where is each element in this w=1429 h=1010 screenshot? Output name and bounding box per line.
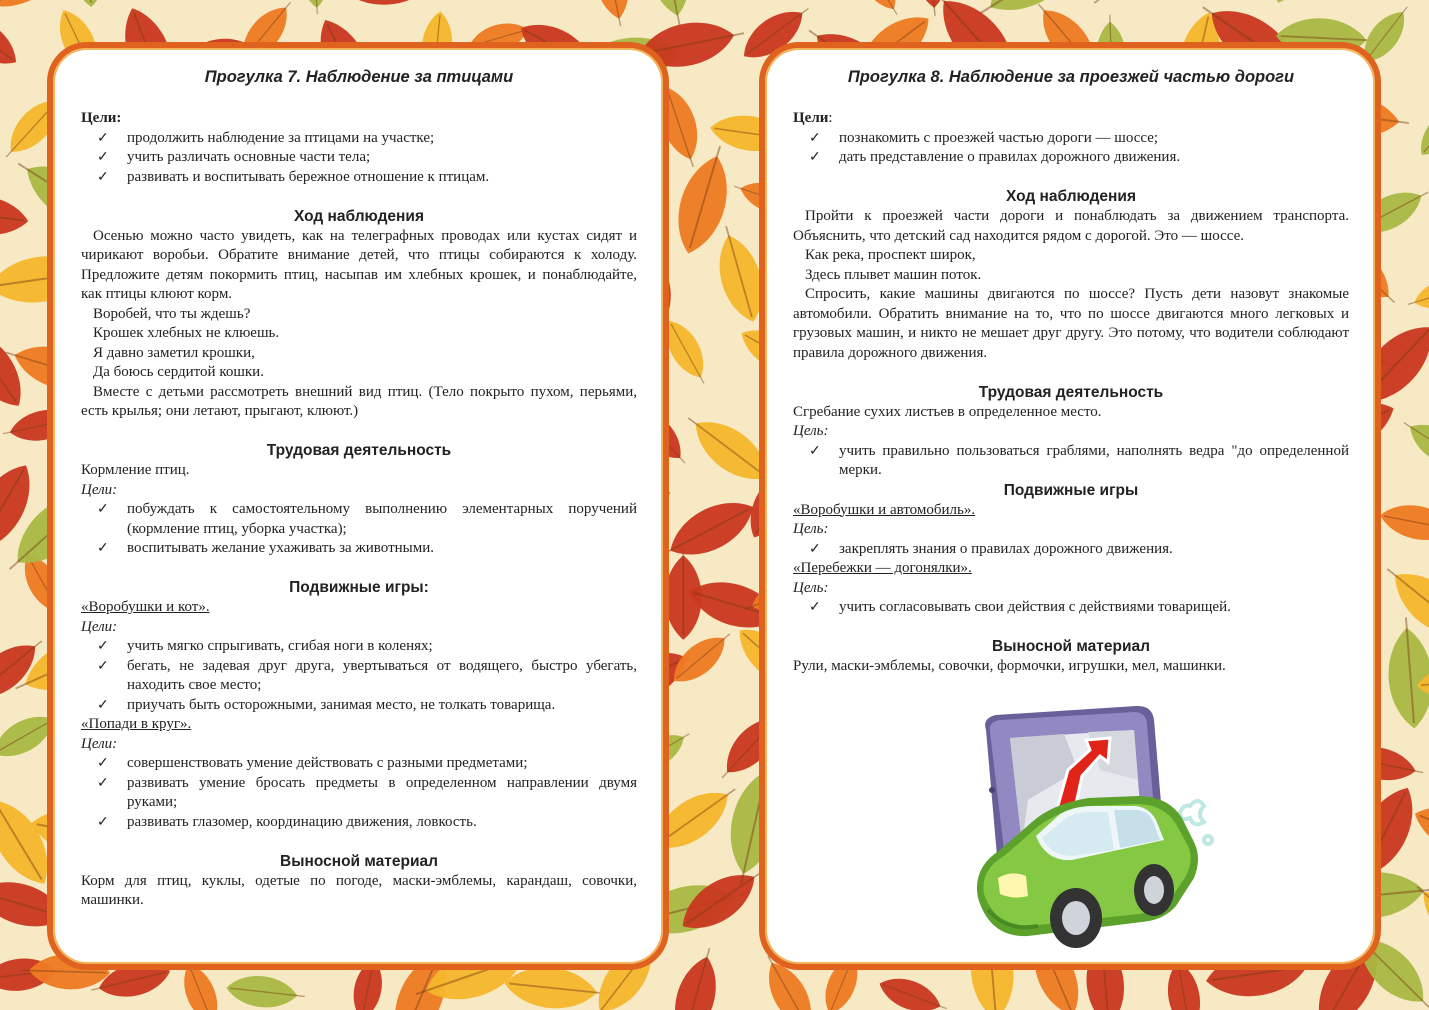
leaf-icon: [136, 0, 191, 4]
checkmark-icon: ✓: [97, 639, 109, 654]
checkmark-icon: ✓: [809, 443, 821, 459]
list-item: ✓ развивать умение бросать предметы в определенном направлении двумя руками;: [97, 774, 637, 810]
checkmark-icon: ✓: [809, 541, 821, 557]
game-1-goals-label: Цели:: [81, 618, 118, 635]
labor-heading: Трудовая деятельность: [978, 383, 1164, 401]
checkmark-icon: ✓: [97, 169, 109, 185]
list-item: ✓ развивать глазомер, координацию движения, ловкость.: [81, 813, 637, 833]
labor-text: Сгребание сухих листьев в определенное место.: [793, 403, 1102, 420]
game-2-goals-label: Цели:: [81, 735, 118, 752]
leaf-icon: [0, 190, 31, 240]
poem-line: Как река, проспект широк,: [805, 247, 976, 263]
checkmark-icon: ✓: [97, 130, 109, 146]
labor-goals-list: [793, 442, 1349, 481]
leaf-icon: [666, 943, 728, 1010]
material-heading: Выносной материал: [280, 852, 438, 870]
game-2-goals-list: [81, 754, 637, 832]
labor-text: Кормление птиц.: [81, 462, 190, 478]
goals-label: Цели:: [793, 110, 833, 126]
observation-text-2: Вместе с детьми рассмотреть внешний вид птиц. (Тело покрыто пухом, перьями, есть крылья; они летают, прыгают, клюют.): [81, 383, 637, 419]
list-item: ✓ бегать, не задевая друг друга, увертываться от водящего, быстро убегать, находить свое место;: [97, 657, 637, 693]
goals-label: Цели:: [81, 110, 122, 126]
leaf-icon: [1404, 271, 1429, 318]
checkmark-icon: ✓: [97, 814, 109, 830]
observation-heading: Ход наблюдения: [1006, 188, 1136, 205]
checkmark-icon: ✓: [97, 541, 109, 556]
page-title: Прогулка 7. Наблюдение за птицами: [204, 68, 514, 86]
leaf-icon: [1396, 410, 1429, 477]
leaf-icon: [1384, 616, 1429, 730]
observation-text: Осенью можно часто увидеть, как на телеграфных проводах или кустах сидят и чирикают воробьи. Обратите внимание детей, что птицы собираются к холоду. Предложите детям покормить птиц, насыпав им хлебных крошек, и понаблюдайте, как птицы клюют корм.: [81, 227, 637, 302]
list-item: ✓ развивать и воспитывать бережное отношение к птицам.: [81, 168, 637, 188]
leaf-icon: [481, 0, 565, 8]
observation-heading: Ход наблюдения: [294, 207, 424, 225]
goals-list: [793, 129, 1349, 168]
game-1-title: «Воробушки и кот».: [81, 599, 210, 615]
game-2-title: «Перебежки — догонялки».: [793, 560, 972, 576]
leaf-icon: [327, 0, 433, 6]
leaf-icon: [590, 0, 636, 29]
labor-goal-label: Цель:: [793, 423, 829, 439]
walk-7-card: [47, 42, 669, 970]
list-item: ✓ дать представление о правилах дорожного движения.: [793, 148, 1349, 168]
labor-goals-label: Цели:: [81, 481, 118, 498]
observation-text-2: Спросить, какие машины двигаются по шоссе? Пусть дети назовут знакомые автомобили. Обратить внимание на то, что по шоссе двигаются много легковых и грузовых машин, и никто не мешает друг другу. Это потому, что водители соблюдают правила дорожного движения.: [793, 286, 1349, 361]
leaf-icon: [875, 970, 952, 1010]
list-item: ✓ закреплять знания о правилах дорожного движения.: [793, 540, 1349, 560]
checkmark-icon: ✓: [97, 658, 109, 674]
game-1-goals-list: [793, 540, 1349, 560]
games-heading: Подвижные игры: [1003, 481, 1139, 499]
list-item: ✓ продолжить наблюдение за птицами на участке;: [81, 129, 637, 149]
list-item: ✓ учить согласовывать свои действия с действиями товарищей.: [793, 598, 1349, 618]
list-item: ✓ совершенствовать умение действовать с разными предметами;: [81, 754, 637, 774]
leaf-icon: [1261, 0, 1324, 8]
leaf-icon: [1425, 0, 1429, 13]
leaf-icon: [68, 0, 109, 8]
leaf-icon: [850, 0, 908, 22]
checkmark-icon: ✓: [97, 502, 109, 517]
goals-list: [81, 129, 637, 188]
material-text: Рули, маски-эмблемы, совочки, формочки, игрушки, мел, машинки.: [793, 658, 1226, 674]
leaf-icon: [1083, 0, 1185, 19]
checkmark-icon: ✓: [97, 756, 109, 771]
list-item: ✓ приучать быть осторожными, занимая место, не толкать товарища.: [81, 696, 637, 716]
leaf-icon: [1037, 0, 1123, 6]
leaf-icon: [750, 0, 843, 3]
checkmark-icon: ✓: [809, 130, 821, 146]
checkmark-icon: ✓: [97, 697, 109, 713]
labor-goals-list: [81, 500, 637, 559]
checkmark-icon: ✓: [809, 600, 821, 615]
game-2-goals-list: [793, 598, 1349, 618]
poem-line: Да боюсь сердитой кошки.: [93, 364, 264, 380]
checkmark-icon: ✓: [809, 150, 821, 165]
list-item: ✓ побуждать к самостоятельному выполнению элементарных поручений (кормление птиц, уборка участка);: [97, 501, 637, 537]
checkmark-icon: ✓: [97, 775, 109, 791]
material-heading: Выносной материал: [992, 638, 1150, 655]
list-item: ✓ познакомить с проезжей частью дороги — шоссе;: [793, 129, 1349, 149]
leaf-icon: [225, 972, 307, 1010]
page-title: Прогулка 8. Наблюдение за проезжей частью дороги: [847, 68, 1295, 86]
leaf-icon: [502, 963, 608, 1010]
poem-line: Крошек хлебных не клюешь.: [93, 325, 280, 341]
material-text: Корм для птиц, куклы, одетые по погоде, маски-эмблемы, карандаш, совочки, машинки.: [81, 872, 637, 908]
checkmark-icon: ✓: [97, 150, 109, 165]
leaf-icon: [1411, 93, 1429, 164]
labor-heading: Трудовая деятельность: [266, 442, 452, 459]
games-heading: Подвижные игры:: [289, 579, 429, 596]
list-item: ✓ учить мягко спрыгивать, сгибая ноги в коленях;: [81, 637, 637, 657]
observation-text: Пройти к проезжей части дороги и понаблюдать за движением транспорта. Объяснить, что детский сад находится рядом с дорогой. Это — шоссе.: [793, 208, 1349, 244]
poem: [81, 305, 637, 383]
list-item: ✓ воспитывать желание ухаживать за животными.: [81, 539, 637, 559]
leaf-icon: [695, 0, 815, 1]
game-1-goals-list: [81, 637, 637, 715]
leaf-icon: [299, 0, 331, 15]
list-item: ✓ учить различать основные части тела;: [81, 148, 637, 168]
leaf-icon: [0, 1, 26, 76]
car-navigator-illustration: [968, 700, 1232, 958]
game-2-goal-label: Цель:: [793, 579, 829, 596]
game-1-title: «Воробушки и автомобиль».: [793, 501, 976, 518]
list-item: ✓ учить правильно пользоваться граблями, наполнять ведра "до определенной мерки.: [809, 442, 1349, 478]
poem: [793, 246, 1349, 285]
poem-line: Воробей, что ты ждешь?: [93, 305, 251, 322]
leaf-icon: [1377, 499, 1429, 548]
game-2-title: «Попади в круг».: [81, 716, 192, 732]
poem-line: Здесь плывет машин поток.: [805, 266, 982, 283]
leaf-icon: [437, 0, 491, 3]
leaf-icon: [0, 0, 96, 23]
poem-line: Я давно заметил крошки,: [93, 344, 255, 361]
game-1-goal-label: Цель:: [793, 521, 829, 537]
